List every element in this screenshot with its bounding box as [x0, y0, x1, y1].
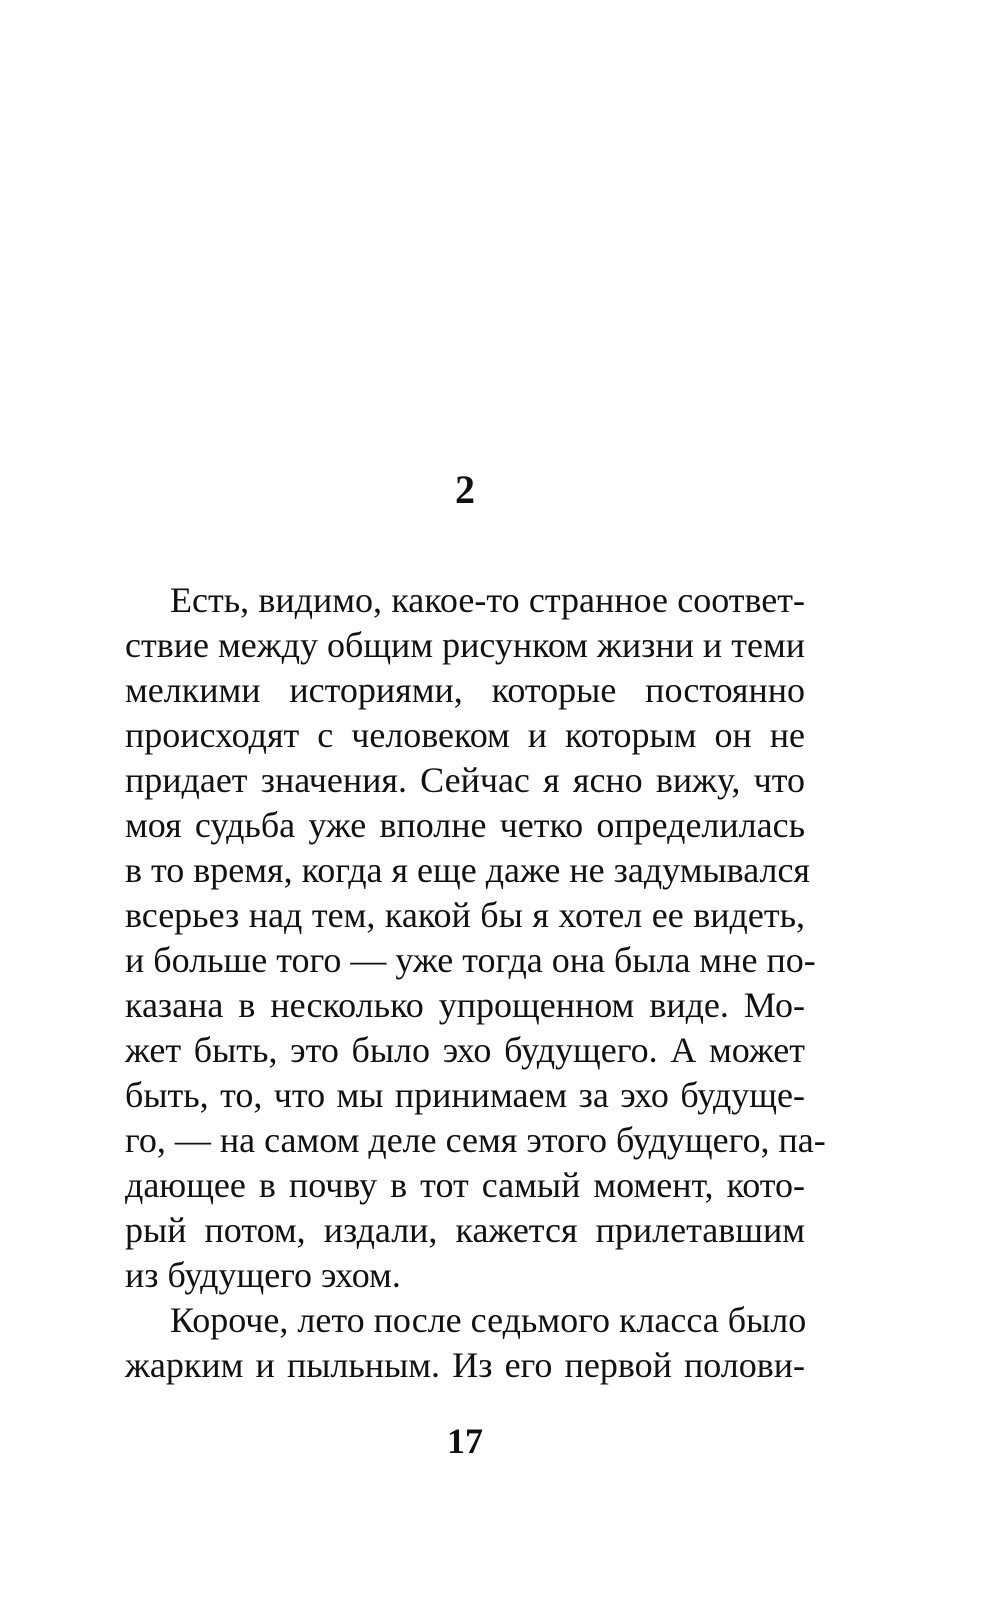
text-line: казана в несколько упрощенном виде. Мо- — [125, 985, 805, 1025]
chapter-number: 2 — [455, 467, 475, 512]
text-line: происходят с человеком и которым он не — [125, 715, 805, 755]
text-line: моя судьба уже вполне четко определилась — [125, 805, 805, 845]
text-line: рый потом, издали, кажется прилетавшим — [125, 1210, 805, 1250]
text-line: быть, то, что мы принимаем за эхо будуще- — [125, 1075, 805, 1115]
text-line: придает значения. Сейчас я ясно вижу, что — [125, 760, 805, 800]
text-line: Есть, видимо, какое-то странное соответ- — [170, 580, 805, 620]
text-line: дающее в почву в тот самый момент, кото- — [125, 1165, 805, 1205]
text-line: Короче, лето после седьмого класса было — [170, 1300, 807, 1340]
page-number: 17 — [447, 1421, 483, 1461]
paragraph-1 — [125, 578, 826, 1298]
text-line: в то время, когда я еще даже не задумывался — [125, 850, 810, 890]
text-line: всерьез над тем, какой бы я хотел ее видеть, — [125, 895, 805, 935]
text-line: жарким и пыльным. Из его первой полови- — [125, 1345, 805, 1385]
text-line: мелкими историями, которые постоянно — [125, 670, 805, 710]
text-line: жет быть, это было эхо будущего. А может — [125, 1030, 805, 1070]
body-text — [125, 578, 826, 1388]
text-line: го, — на самом деле семя этого будущего, па- — [125, 1120, 826, 1160]
text-line: ствие между общим рисунком жизни и теми — [125, 625, 805, 665]
text-line: и больше того — уже тогда она была мне по- — [125, 940, 816, 980]
text-line: из будущего эхом. — [125, 1255, 401, 1295]
paragraph-2 — [125, 1298, 805, 1388]
